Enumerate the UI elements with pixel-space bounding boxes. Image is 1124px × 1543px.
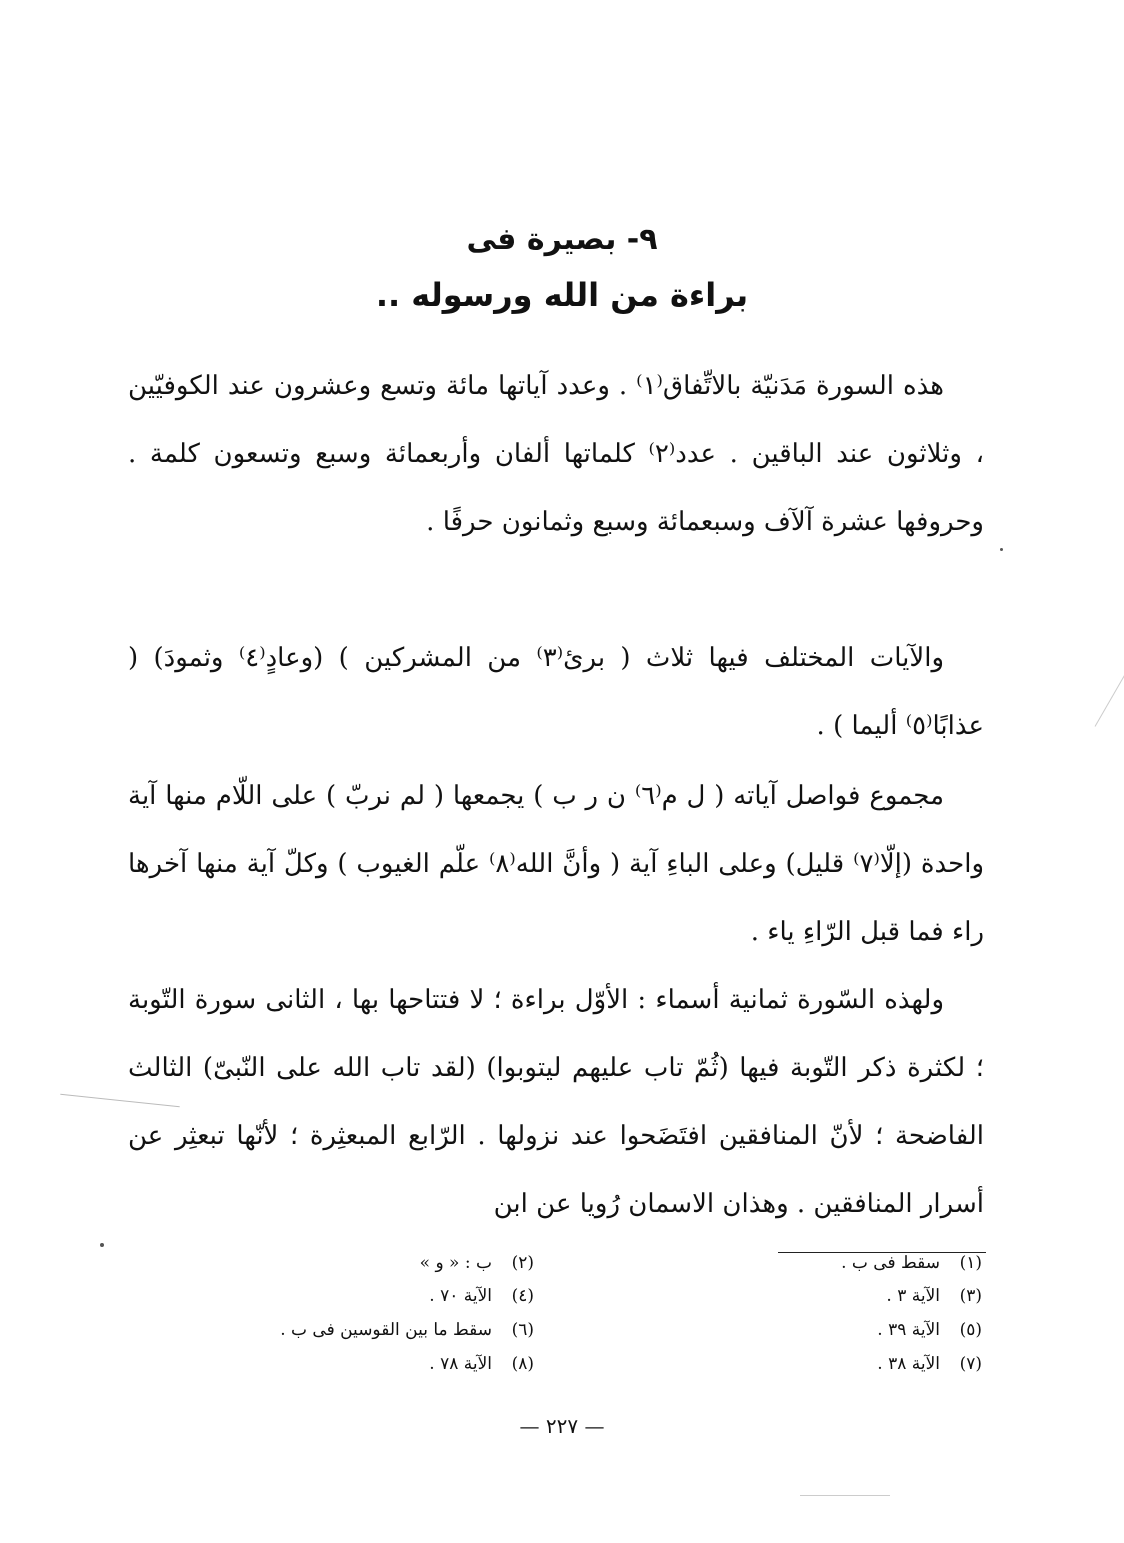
chapter-title-heading: براءة من الله ورسوله .. [375,276,749,314]
footnote-1 [841,1253,982,1273]
footnote-number: (٥) [959,1320,982,1340]
scan-mark [100,1243,104,1247]
paragraph-verse-endings: مجموع فواصل آياته ( ل م⁽٦⁾ ن ر ب ) يجمعها ( لم نربّ ) على اللّام منها آية واحدة (إلّا⁽٧⁾ قليل) وعلى الباءِ آية ( وأنَّ الله⁽٨⁾ علّم الغيوب ) وكلّ آية منها آخرها راء فما قبل الرّاءِ ياء . [128,781,984,947]
footnote-number: (٦) [511,1320,534,1340]
footnote-number: (٨) [511,1354,534,1374]
footnote-number: (٢) [511,1253,534,1273]
footnote-text: الآية ٣ . [886,1286,940,1306]
scan-streak [800,1495,890,1496]
footnote-6 [280,1320,534,1340]
footnote-text: الآية ٣٨ . [877,1354,940,1374]
footnote-text: الآية ٧٠ . [429,1286,492,1306]
chapter-number-heading: ٩- بصيرة فى [466,222,658,257]
footnote-8 [429,1354,534,1374]
footnote-5 [877,1320,982,1340]
footnote-text: سقط فى ب . [841,1253,940,1273]
footnote-3 [886,1286,982,1306]
footnote-text: الآية ٧٨ . [429,1354,492,1374]
footnote-2 [420,1253,534,1273]
footnote-number: (١) [959,1253,982,1273]
paragraph-disputed-verses: والآيات المختلف فيها ثلاث ( برئ⁽٣⁾ من المشركين ) (وعادٍ⁽٤⁾ وثمودَ) ( عذابًا⁽٥⁾ أليما ) . [128,643,984,741]
page-number: — ٢٢٧ — [519,1414,605,1438]
scan-streak [1095,674,1124,726]
footnote-number: (٧) [959,1354,982,1374]
paragraph-surah-counts: هذه السورة مَدَنيّة بالاتِّفاق⁽١⁾ . وعدد آياتها مائة وتسع وعشرون عند الكوفيّين ، وثلاثون عند الباقين . عدد⁽٢⁾ كلماتها ألفان وأربعمائة وسبع وتسعون كلمة . وحروفها عشرة آلآف وسبعمائة وسبع وثمانون حرفًا . [128,371,984,537]
footnote-7 [877,1354,982,1374]
paragraph-surah-names: ولهذه السّورة ثمانية أسماء : الأوّل براءة ؛ لا فتتاحها بها ، الثانى سورة التّوبة ؛ لكثرة ذكر التّوبة فيها (ثُمّ تاب عليهم ليتوبوا) (لقد تاب الله على النّبىّ) الثالث الفاضحة ؛ لأنّ المنافقين افتَضَحوا عند نزولها . الرّابع المبعثِرة ؛ لأنّها تبعثِر عن أسرار المنافقين . وهذان الاسمان رُويا عن ابن [128,985,984,1219]
footnote-4 [429,1286,534,1306]
footnote-number: (٣) [959,1286,982,1306]
footnote-text: سقط ما بين القوسين فى ب . [280,1320,492,1340]
footnote-number: (٤) [511,1286,534,1306]
footnote-text: ب : « و » [419,1253,492,1273]
scan-mark [1000,548,1003,551]
footnote-text: الآية ٣٩ . [877,1320,940,1340]
